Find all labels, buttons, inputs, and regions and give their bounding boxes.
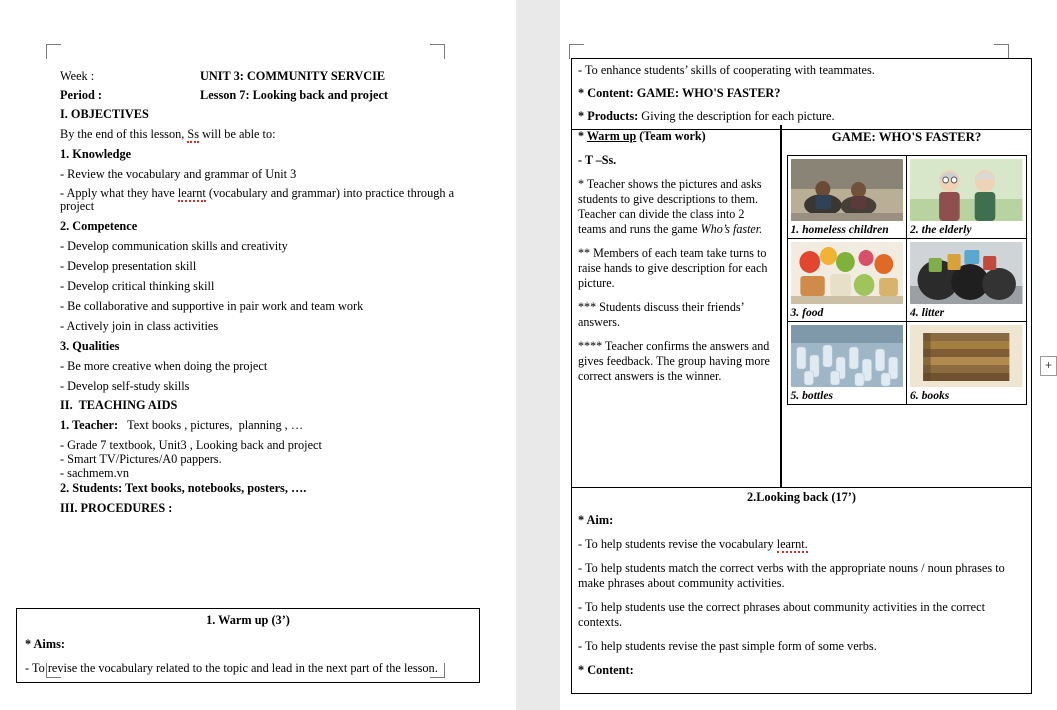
looking-back-aim-label: * Aim: bbox=[578, 513, 614, 527]
crop-mark-top-left bbox=[46, 44, 61, 59]
warm-up-team-work-heading bbox=[578, 129, 774, 144]
game-picture-cell-2 bbox=[907, 156, 1027, 239]
game-picture-cell-4 bbox=[907, 239, 1027, 322]
looking-back-section bbox=[571, 487, 1032, 694]
objectives-intro bbox=[60, 128, 480, 141]
knowledge-heading: 1. Knowledge bbox=[60, 146, 132, 161]
students-line bbox=[60, 482, 480, 495]
looking-back-item-1 bbox=[578, 537, 1025, 552]
students-label: 2. Students: bbox=[60, 480, 123, 495]
qualities-item-1: - Be more creative when doing the project bbox=[60, 358, 268, 373]
page-gutter bbox=[516, 0, 560, 710]
procedure-step-1 bbox=[578, 177, 774, 237]
game-picture-grid bbox=[787, 155, 1027, 405]
picture-the-elderly bbox=[910, 159, 1023, 221]
game-picture-caption-2: 2. the elderly bbox=[910, 223, 972, 236]
looking-back-item-4: - To help students revise the past simple form of some verbs. bbox=[578, 639, 877, 653]
picture-books bbox=[910, 325, 1023, 387]
game-name-italic: Who’s faster. bbox=[700, 222, 763, 236]
objectives-intro-spellcheck: Ss bbox=[187, 126, 200, 141]
procedure-step-4: **** Teacher confirms the answers and gives feedback. The group having more correct answers is the winner. bbox=[578, 339, 770, 383]
objectives-intro-pre: By the end of this lesson, bbox=[60, 126, 188, 141]
unit-title: UNIT 3: COMMUNITY SERVCIE bbox=[200, 69, 386, 83]
teacher-line bbox=[60, 419, 480, 432]
procedure-table-game-cell bbox=[782, 125, 1031, 487]
warm-up-aims-text: - To revise the vocabulary related to the topic and lead in the next part of the lesson. bbox=[25, 661, 438, 675]
content-line: * Content: GAME: WHO'S FASTER? bbox=[578, 86, 781, 100]
teaching-aids-heading: II. TEACHING AIDS bbox=[60, 398, 178, 413]
crop-mark-top-left-2 bbox=[569, 44, 584, 59]
game-picture-caption-5: 5. bottles bbox=[790, 389, 834, 402]
crop-mark-top-right bbox=[430, 44, 445, 59]
looking-back-title: 2.Looking back (17’) bbox=[747, 490, 856, 504]
procedure-step-3: *** Students discuss their friends’ answers. bbox=[578, 300, 744, 329]
document-page-right bbox=[560, 0, 1057, 710]
document-page-left bbox=[0, 0, 516, 710]
expand-comment-button[interactable]: + bbox=[1040, 356, 1057, 376]
looking-back-item-2: - To help students match the correct verbs with the appropriate nouns / noun phrases to make phrases about community activities. bbox=[578, 561, 1005, 590]
looking-back-content-label: * Content: bbox=[578, 663, 634, 677]
picture-food bbox=[791, 242, 904, 304]
knowledge-item-1: - Review the vocabulary and grammar of Unit 3 bbox=[60, 166, 297, 181]
products-label: * Products: bbox=[578, 109, 639, 123]
document-header-row-2 bbox=[60, 89, 480, 102]
qualities-item-2: - Develop self-study skills bbox=[60, 378, 190, 393]
game-picture-cell-1 bbox=[788, 156, 908, 239]
warm-up-star: * bbox=[578, 129, 587, 143]
game-picture-caption-1: 1. homeless children bbox=[790, 223, 889, 236]
picture-homeless-children bbox=[791, 159, 904, 221]
lesson-title: Lesson 7: Looking back and project bbox=[200, 87, 389, 102]
knowledge-item-2-post: (vocabulary and grammar) into practice through a project bbox=[60, 186, 458, 214]
competence-item-5: - Actively join in class activities bbox=[60, 318, 219, 333]
procedure-table bbox=[571, 125, 1032, 488]
aim-line-teamwork: - To enhance students’ skills of cooperating with teammates. bbox=[578, 63, 875, 77]
game-picture-caption-4: 4. litter bbox=[910, 306, 945, 319]
products-line bbox=[578, 109, 1025, 124]
warm-up-box bbox=[16, 608, 480, 683]
competence-item-4: - Be collaborative and supportive in pair work and team work bbox=[60, 298, 364, 313]
crop-mark-top-right-2 bbox=[994, 44, 1009, 59]
looking-back-item-3: - To help students use the correct phrases about community activities in the correct contexts. bbox=[578, 600, 985, 629]
warm-up-title: 1. Warm up (3’) bbox=[206, 613, 290, 627]
game-picture-cell-3 bbox=[788, 239, 908, 322]
objectives-intro-post: will be able to: bbox=[199, 126, 276, 141]
competence-heading: 2. Competence bbox=[60, 219, 138, 234]
picture-bottles bbox=[791, 325, 904, 387]
students-text: Text books, notebooks, posters, …. bbox=[122, 480, 307, 495]
competence-item-3: - Develop critical thinking skill bbox=[60, 278, 215, 293]
procedures-heading: III. PROCEDURES : bbox=[60, 500, 173, 515]
warm-up-aims-label: * Aims: bbox=[25, 637, 65, 651]
looking-back-item-1-pre: - To help students revise the vocabulary bbox=[578, 537, 777, 551]
period-label: Period : bbox=[60, 87, 103, 102]
game-picture-cell-5 bbox=[788, 322, 908, 405]
document-header-row-1 bbox=[60, 70, 480, 83]
warm-up-heading-underlined: Warm up bbox=[586, 129, 637, 143]
teacher-text: Text books , pictures, planning , … bbox=[118, 418, 304, 433]
competence-item-1: - Develop communication skills and creativity bbox=[60, 239, 288, 254]
teacher-item-3: - sachmem.vn bbox=[60, 466, 129, 481]
knowledge-item-2 bbox=[60, 187, 480, 213]
teacher-label: 1. Teacher: bbox=[60, 418, 119, 433]
objectives-heading: I. OBJECTIVES bbox=[60, 106, 149, 121]
game-picture-caption-3: 3. food bbox=[790, 306, 824, 319]
looking-back-item-1-spellcheck: learnt. bbox=[776, 537, 808, 551]
procedure-step-2: ** Members of each team take turns to raise hands to give description for each picture. bbox=[578, 246, 768, 290]
procedure-step-1-text: * Teacher shows the pictures and asks students to give descriptions to them. Teacher can divide the class into 2 teams and runs the game bbox=[578, 177, 762, 236]
teacher-item-2: - Smart TV/Pictures/A0 pappers. bbox=[60, 452, 222, 467]
week-label: Week : bbox=[60, 69, 95, 83]
t-ss-line: - T –Ss. bbox=[578, 153, 617, 167]
left-page-content bbox=[60, 70, 480, 522]
warm-up-heading-rest: (Team work) bbox=[636, 129, 706, 143]
knowledge-item-2-spellcheck: learnt bbox=[177, 186, 206, 201]
qualities-heading: 3. Qualities bbox=[60, 338, 120, 353]
game-picture-caption-6: 6. books bbox=[910, 389, 950, 402]
picture-litter bbox=[910, 242, 1023, 304]
game-title: GAME: WHO'S FASTER? bbox=[831, 130, 982, 144]
competence-item-2: - Develop presentation skill bbox=[60, 259, 197, 274]
teacher-item-1: - Grade 7 textbook, Unit3 , Looking back and project bbox=[60, 438, 322, 453]
game-picture-cell-6 bbox=[907, 322, 1027, 405]
procedure-table-teacher-cell bbox=[572, 125, 782, 487]
products-text: Giving the description for each picture. bbox=[638, 109, 835, 123]
knowledge-item-2-pre: - Apply what they have bbox=[60, 186, 178, 201]
aims-content-block bbox=[571, 58, 1032, 130]
